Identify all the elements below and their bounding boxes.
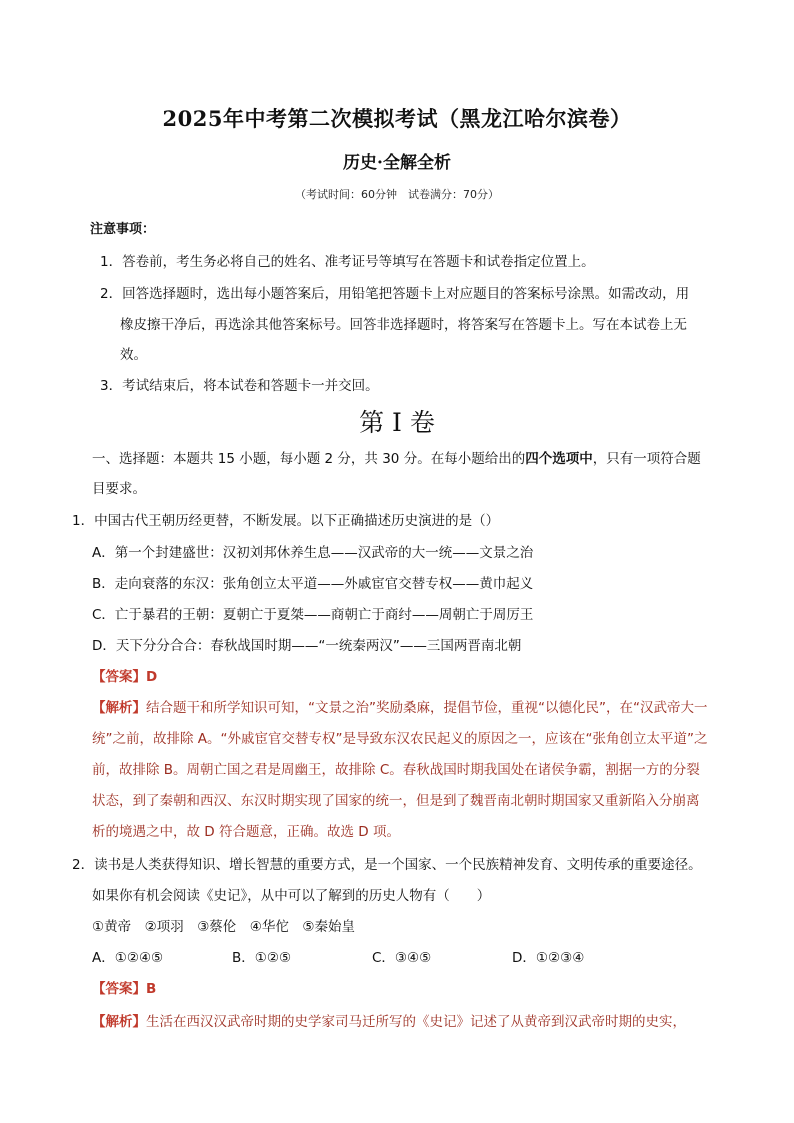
question-1-analysis xyxy=(92,696,707,716)
section-text-emphasis: 四个选项中 xyxy=(525,451,593,467)
section-instructions-line-2: 目要求。 xyxy=(92,481,146,497)
exam-title: 2025年中考第二次模拟考试（黑龙江哈尔滨卷） xyxy=(162,106,632,131)
question-1-analysis-line-3: 前，故排除 B。周朝亡国之君是周幽王，故排除 C。春秋战国时期我国处在诸侯争霸，割据一方的分裂 xyxy=(92,762,700,778)
question-2-option-a: A．①②④⑤ xyxy=(92,950,164,966)
section-instructions xyxy=(92,447,701,467)
question-2-analysis xyxy=(92,1010,686,1030)
notice-item-2-line-3: 效。 xyxy=(120,347,147,363)
question-2-stem-line-2: 如果你有机会阅读《史记》，从中可以了解到的历史人物有（ ） xyxy=(92,888,491,904)
question-2-stem: 2．读书是人类获得知识、增长智慧的重要方式，是一个国家、一个民族精神发育、文明传承的重要途径。 xyxy=(72,857,702,873)
question-2-answer xyxy=(92,977,156,997)
answer-label: 【答案】 xyxy=(92,981,146,997)
notice-item-2-line-2: 橡皮擦干净后，再选涂其他答案标号。回答非选择题时，将答案写在答题卡上。写在本试卷上无 xyxy=(120,317,687,333)
answer-value: D xyxy=(146,669,158,685)
question-1-option-c: C．亡于暴君的王朝：夏朝亡于夏桀——商朝亡于商纣——周朝亡于周厉王 xyxy=(92,607,534,623)
question-1-analysis-line-4: 状态，到了秦朝和西汉、东汉时期实现了国家的统一，但是到了魏晋南北朝时期国家又重新陷入分崩离 xyxy=(92,793,700,809)
notice-heading: 注意事项： xyxy=(90,222,156,237)
analysis-label: 【解析】 xyxy=(92,700,146,716)
question-1-analysis-line-2: 统”之前，故排除 A。“外戚宦官交替专权”是导致东汉农民起义的原因之一，应该在“张角创立太平道”之 xyxy=(92,731,708,747)
question-2-option-b: B．①②⑤ xyxy=(232,950,292,966)
analysis-label: 【解析】 xyxy=(92,1014,146,1030)
exam-subtitle: 历史·全解全析 xyxy=(343,153,451,173)
notice-item-1: 1．答卷前，考生务必将自己的姓名、准考证号等填写在答题卡和试卷指定位置上。 xyxy=(100,254,595,270)
question-1-option-b: B．走向衰落的东汉：张角创立太平道——外戚宦官交替专权——黄巾起义 xyxy=(92,576,534,592)
question-1-answer xyxy=(92,665,157,685)
section-text-pre: 一、选择题：本题共 15 小题，每小题 2 分，共 30 分。在每小题给出的 xyxy=(92,451,526,467)
part-title: 第 I 卷 xyxy=(359,408,435,437)
exam-info: （考试时间：60分钟 试卷满分：70分） xyxy=(295,188,499,201)
answer-label: 【答案】 xyxy=(92,669,146,685)
question-2-option-c: C．③④⑤ xyxy=(372,950,432,966)
question-1-stem: 1．中国古代王朝历经更替，不断发展。以下正确描述历史演进的是（） xyxy=(72,513,500,529)
question-2-options xyxy=(92,946,652,966)
question-2-items: ①黄帝 ②项羽 ③蔡伦 ④华佗 ⑤秦始皇 xyxy=(92,919,356,935)
notice-item-2: 2．回答选择题时，选出每小题答案后，用铅笔把答题卡上对应题目的答案标号涂黑。如需改动，用 xyxy=(100,286,690,302)
question-1-option-d: D．天下分分合合：春秋战国时期——“一统秦两汉”——三国两晋南北朝 xyxy=(92,638,522,654)
question-1-option-a: A．第一个封建盛世：汉初刘邦休养生息——汉武帝的大一统——文景之治 xyxy=(92,545,534,561)
question-2-option-d: D．①②③④ xyxy=(512,950,585,966)
notice-item-3: 3．考试结束后，将本试卷和答题卡一并交回。 xyxy=(100,378,379,394)
answer-value: B xyxy=(146,981,157,997)
question-1-analysis-line-5: 析的境遇之中，故 D 符合题意，正确。故选 D 项。 xyxy=(92,824,400,840)
analysis-text: 生活在西汉汉武帝时期的史学家司马迁所写的《史记》记述了从黄帝到汉武帝时期的史实， xyxy=(146,1014,686,1030)
analysis-text: 结合题干和所学知识可知，“文景之治”奖励桑麻，提倡节俭，重视“以德化民”，在“汉武帝大一 xyxy=(146,700,708,716)
section-text-post: ，只有一项符合题 xyxy=(592,451,701,467)
